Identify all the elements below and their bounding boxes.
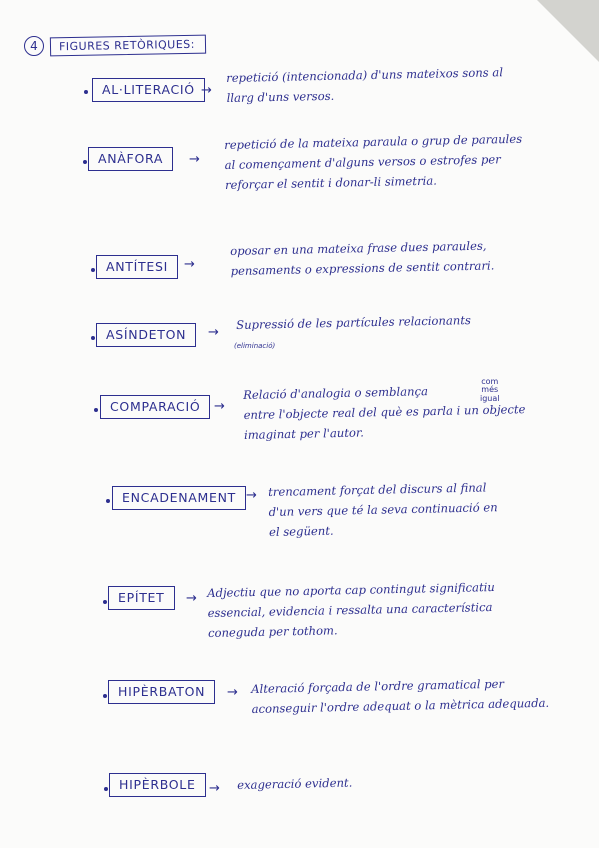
section-header [24, 36, 206, 56]
bullet-point [91, 268, 95, 272]
definition-arrow: → [186, 591, 197, 606]
term-box: EPÍTET [108, 586, 175, 610]
comparison-keyword: igual [480, 393, 500, 403]
definition-arrow: → [184, 257, 195, 272]
term-box: ASÍNDETON [96, 323, 196, 347]
definition-text: Adjectiu que no aporta cap contingut significatiu essencial, evidencia i ressalta una característica coneguda per tothom. [207, 579, 495, 640]
bullet-point [84, 90, 88, 94]
definition-text: trencament forçat del discurs al final d'un vers que té la seva continuació en el següent. [268, 480, 498, 539]
term-box: ANÀFORA [88, 147, 173, 171]
definition-text: repetició (intencionada) d'uns mateixos sons al llarg d'uns versos. [226, 65, 504, 105]
term-box: COMPARACIÓ [100, 395, 210, 419]
definition-arrow: → [209, 781, 220, 796]
bullet-point [94, 408, 98, 412]
definition-arrow: → [227, 685, 238, 700]
term-box: HIPÈRBOLE [109, 773, 206, 797]
comparison-keyword: com [481, 377, 499, 386]
bullet-point [103, 600, 107, 604]
definition-text: repetició de la mateixa paraula o grup de paraules al començament d'alguns versos o estrofes per reforçar el sentit i donar-li simetria. [224, 131, 523, 192]
definition-text: Relació d'analogia o semblança entre l'objecte real del què es parla i un objecte imaginat per l'autor. [243, 384, 526, 442]
bullet-point [106, 499, 110, 503]
term-box: AL·LITERACIÓ [92, 78, 205, 102]
section-title: FIGURES RETÒRIQUES: [50, 35, 206, 57]
bullet-point [91, 336, 95, 340]
definition-arrow: → [208, 325, 219, 340]
definition-text: exageració evident. [237, 775, 353, 792]
definition-arrow: → [201, 83, 212, 98]
term-box: ANTÍTESI [96, 255, 178, 279]
comparison-keyword: més [481, 385, 499, 395]
page-fold-corner [537, 0, 599, 62]
bullet-point [104, 787, 108, 791]
term-box: ENCADENAMENT [112, 486, 246, 510]
definition-text: Supressió de les partícules relacionants [236, 313, 472, 332]
section-number: 4 [24, 36, 44, 56]
term-box: HIPÈRBATON [108, 680, 215, 704]
definition-arrow: → [246, 488, 257, 503]
bullet-point [83, 160, 87, 164]
comparison-keywords [480, 378, 500, 403]
definition-note: (eliminació) [234, 342, 276, 350]
definition-arrow: → [214, 399, 225, 414]
definition-arrow: → [189, 152, 200, 167]
bullet-point [103, 694, 107, 698]
definition-text: oposar en una mateixa frase dues paraules, pensaments o expressions de sentit contrari. [230, 238, 495, 278]
definition-text: Alteració forçada de l'ordre gramatical per aconseguir l'ordre adequat o la mètrica adequada. [251, 676, 550, 716]
